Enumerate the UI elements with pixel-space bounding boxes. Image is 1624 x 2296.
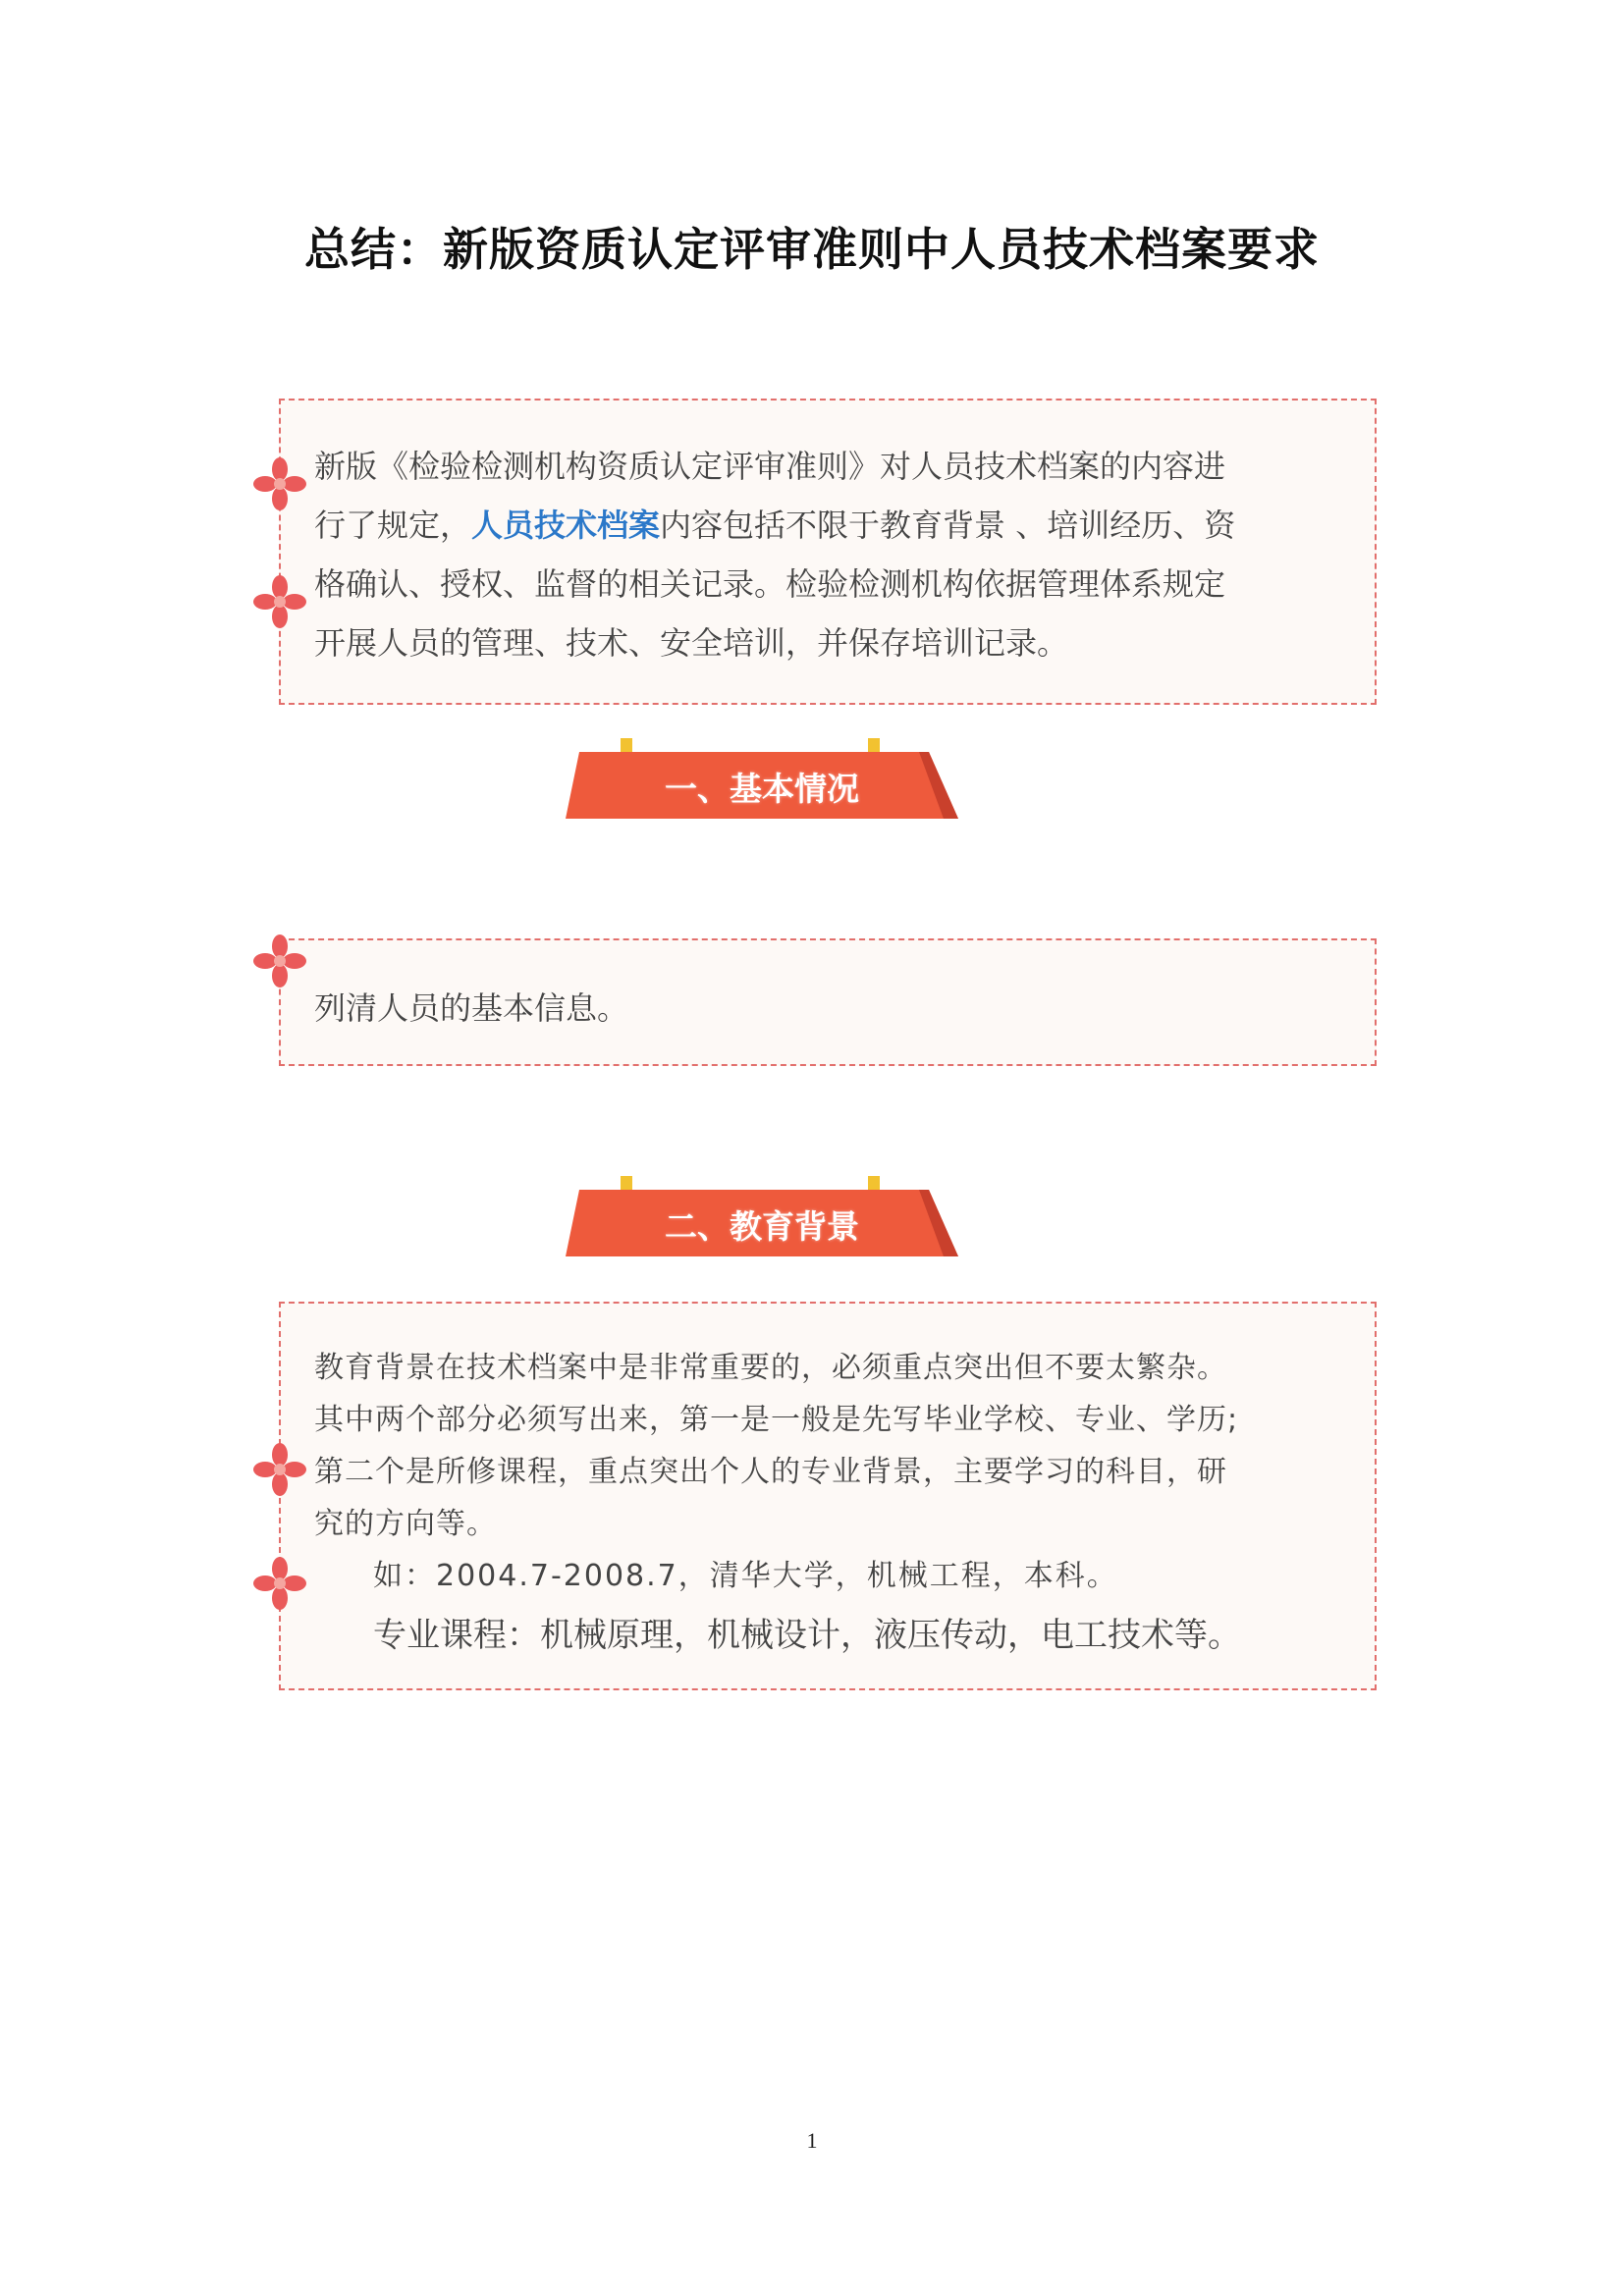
intro-line-2: [314, 501, 1345, 546]
education-line-2: 其中两个部分必须写出来，第一是一般是先写毕业学校、专业、学历;: [314, 1403, 1239, 1437]
education-example-2: 专业课程：机械原理，机械设计，液压传动，电工技术等。: [373, 1616, 1241, 1655]
flower-icon: [251, 933, 308, 989]
education-box: [279, 1302, 1377, 1690]
intro-box: [279, 399, 1377, 705]
basic-info-text: 列清人员的基本信息。: [314, 989, 629, 1027]
highlight-term: 人员技术档案: [471, 507, 661, 544]
flower-icon: [251, 1555, 308, 1612]
flower-icon: [251, 455, 308, 512]
education-example-1: 如：2004.7-2008.7，清华大学，机械工程，本科。: [373, 1559, 1118, 1593]
intro-line-1: 新版《检验检测机构资质认定评审准则》对人员技术档案的内容进: [314, 448, 1226, 485]
intro-line-2-end: 内容包括不限于教育背景 、培训经历、资: [660, 507, 1236, 544]
section-banner-2: [566, 1176, 958, 1255]
section-heading-1: 一、基本情况: [665, 770, 859, 808]
intro-line-3: 格确认、授权、监督的相关记录。检验检测机构依据管理体系规定: [314, 565, 1226, 603]
page-title: 总结：新版资质认定评审准则中人员技术档案要求: [304, 223, 1320, 276]
intro-line-2-start: 行了规定，: [314, 507, 472, 544]
flower-icon: [251, 1441, 308, 1498]
basic-info-box: [279, 938, 1377, 1066]
flower-icon: [251, 573, 308, 630]
education-line-1: 教育背景在技术档案中是非常重要的，必须重点突出但不要太繁杂。: [314, 1351, 1227, 1385]
education-line-4: 究的方向等。: [314, 1507, 497, 1541]
section-banner-1: [566, 738, 958, 817]
section-heading-2: 二、教育背景: [665, 1207, 859, 1246]
education-line-3: 第二个是所修课程，重点突出个人的专业背景，主要学习的科目，研: [314, 1455, 1227, 1489]
intro-line-4: 开展人员的管理、技术、安全培训，并保存培训记录。: [314, 624, 1069, 662]
page-number: 1: [806, 2128, 818, 2153]
